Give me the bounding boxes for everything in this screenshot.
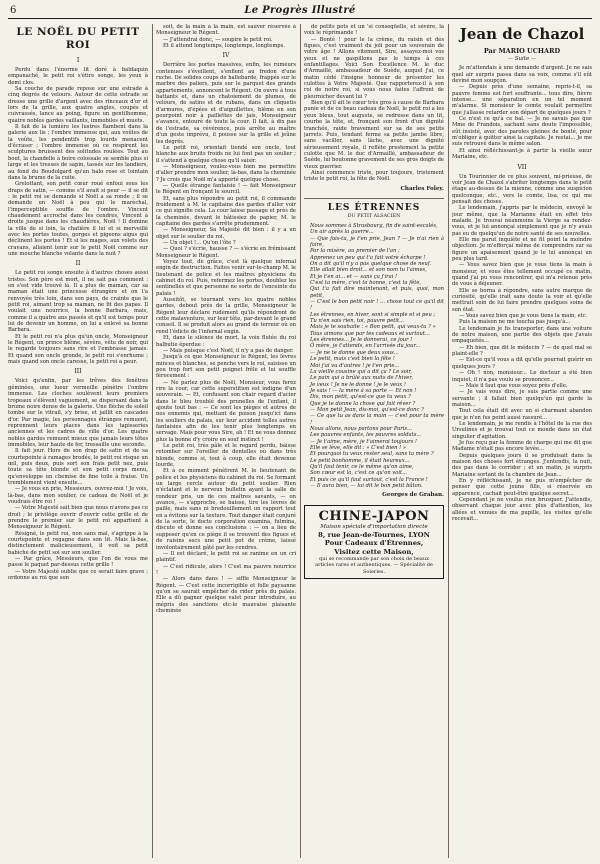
journal-title: Le Progrès Illustré [244,5,356,16]
paragraph: Cependant je ne voulus rien brusquer. J'attendis, observant chaque jour avec plus d'attention, les allées et venues de ma pupille, les visites qu'elle recevait... [452,497,592,523]
paragraph: Il fait jour. Hors de son drap de satin et de sa courtepointe à ramages brodés, le petit roi risque un œil, puis deux, puis sort son frais petit nez, puis toute sa tête blonde et son petit corps menu, qu'enveloppe un chemise de fine toile à fraise. Un tremblement vient ensuite... [8,448,148,486]
page-header [8,4,592,19]
paragraph: — Monseigneur, Sa Majesté dit bien : il y a un objet sur le soulier du roi. [156,227,296,240]
poem-line: Tous aimons que par tes cadeaux et surtout... [310,330,430,337]
story-ending [304,24,444,183]
section-number: IV [222,52,230,60]
paragraph: Depuis quelques jours il se produisait dans la maison des choses fort étranges. J'entendis, la nuit, des pas dans le corridor ; et un matin, je surpris Mariaine sortant de la chambre de Jean... [452,452,592,478]
paragraph: Et à ce moment pénètrent M. le lieutenant de police et les physiciens du cabinet du roi. Se formant un large cercle autour du petit soulier. Rien n'éclatant et le nerveux bulletin ayant la salle de rondeur pris, un de ces maîtres savants, — on avance, — s'approche, se baisse, tire les lèvres de paille, mais sans ni bredouillement un rapport tout en a évitons sur la texture. Tout danger était conjuré de la sorte, le docte corporation examina, fulmina, discute et donne ses conclusions : — on a lieu de supposer qu'en ce piège il se trouvent des figues et de raisins secs une petit pot de crème, laissé involontairement gâté par les cendres. [156,468,296,551]
paragraph: — J'attendrai donc, — soupire le petit roi. [163,36,273,43]
paragraph: Elle se borna à répondre, sans autre marque de curiosité, qu'elle irait sans doute la voir et qu'elle mettrait soin de lui faire prendre quelques soins de son état. [452,287,592,313]
story-title: LE NOËL DU PETIT ROI [16,26,140,51]
paragraph: — Quoi ? s'écrie, hausse ? — s'écrie en frémissant Monseigneur le Régent. [156,246,296,259]
poem-line: Mais je te souhaite : « Bon petit, qui veux-tu ? » [310,324,436,331]
paragraph: Voici qu'enfin, par les trêves des fenêtres géminées, une lueur vermeille pénètre l'ombre immense. Les cloches soulèvent leurs premiers tropeaux s'élèvent vaguement, se dispersant dans la brume noire dense de la galerie. Une flèche de soleil tombe sur le vitrail, s'y brise, et jaillit en cascades d'or. Par magie, les personnages étranges remuent, reprennent leurs places dans les tapisseries anciennes et les cadres de ville d'or. Les quatre nobles gardes remuent mieux que jamais leurs têtes immobiles, leur haute de fer, tressaille une seconde. [8,378,148,448]
paragraph: Le petit roi, très pâle et le regard perdu, baisse retomber sur l'oreiller de dentelles où dans très blonde, comme si, tout à coup, elle était devenue lourde. [156,443,296,469]
poem-line: — Je t'aime, mère, je t'aimerai toujours ! [310,438,417,445]
paragraph: Sa couche de parade repose sur une estrade à cinq degrés de velours. Autour de cette estrade se dresse une grille d'argent avec des rinceaux d'or et lors de la grille, aux quatre angles, coupés et cuivrassés, lance au poing, figure un gentilhomme, quatre nobles gardes vaillants, immobiles et muets. [8,86,148,124]
paragraph: Un Tourinnier de ce plus souvent, mi-prieuse, de voir Jean de Chazol s'abriter longtemps dans le petit étage au-dessus de la mienne, comme une suspicion quelconque, etc., vers le comte, lisa, ce qui me pensait des choses. [452,173,592,205]
poem-line: Dis, mon petit, qu'est-ce que tu veux ? [310,394,411,401]
poem-line: Apprenez un peu qui t'a fait votre écharpe ! [310,254,426,261]
paragraph: Perdu dans l'énorme lit doré à baldaquin empanaché, le petit roi s'étire songe, les yeux à demi clos. [8,67,148,86]
paragraph: — Je vais vous dire, je suis partie comme une servante ; il fallait bien quelqu'un qui garde la maison... [452,389,592,408]
paragraph: Je fus reçu par la femme de charge qui me dit que Madame n'était pas encore levée... [452,439,592,453]
column-divider [300,24,301,858]
paragraph: Le petit roi, orientait tiendé son oncle, tout blanche aux bruits froids ne lui font pas un soulier ; il s'attend à quelque chose qu'il saisir. [156,144,296,164]
ad-title: CHINE-JAPON [318,508,430,524]
poem-line: Nous sommes à Strasbourg, fin de saint-escalés, [310,222,438,229]
serial-suite: — Suite — [507,56,537,62]
poem-line: On a dit qu'il n'y a pas quelque chose de neuf. [310,261,432,267]
poem-line: Nous allons, nous partons pour Paris... [310,425,413,432]
paragraph: — Un objet !... Qu'on l'ôte ? [163,240,236,246]
poem-line: Le pain qui a brûlé aux nuits de l'hiver, [310,375,413,382]
serial-text [452,174,592,523]
story-signature: Charles Foley. [400,185,444,192]
paragraph: — C'est ridicule, alors ! C'est ma pauvre nourrice ! [156,563,296,576]
poem-line: Les étrennes... Je le donnerai, ce jour ! [310,337,413,344]
paragraph: Le lendemain je fis transporter, dans une voiture de notre maison, une partie des objets que j'avais empaquetés... [452,325,592,345]
story-sections [156,51,296,614]
paragraph: Ce n'est ce qu'à ce bal. — Je ne savais pas que Mme de Frandois, sachant sans doute l'impossible, eût insisté, avec des paroles pleines de bonté, pour m'obliger à quitter ainsi la capitale. Je restai... Je me suis retrouvé dans le même salon. [452,116,592,148]
poem-line: Un air après la guerre... [310,229,374,236]
paragraph: — Alors dans dans ! — siffle Monseigneur le Régent. — C'est cette incorrigible et folle paysanne qu'on se saurait empêcher de rider près du palais. Elle a dû gagner quelque valet pour introduire, au mépris des sanctions etc-le mauvaise plaisante cheminée [156,576,296,614]
paragraph: Jusqu'à ce que Monseigneur le Régent, les lèvres minces et blanches, se penche vers le roi, saisisse un pou trop fort son petit poignet frêle et lui souffle férocement : [156,354,296,380]
story-sections [8,56,148,581]
poem-line: Moi j'ai vu d'autres ! je t'en prie... [310,362,400,369]
serial-title: Jean de Chazol [459,25,585,43]
ad-headline: Pour Cadeaux d'Étrennes, [324,539,424,548]
section-number: VII [517,163,527,171]
paragraph: — Quelle étrange fantaisie ! — fait Monseigneur le Régent en fronçant le sourcil. [156,182,296,196]
paragraph: Bien qu'il ait le cœur très gros à cause de Barbara punie et de ce beau cadeau de Noël, le petit roi a les yeux bleus, tout auguste, se redresse dans un lit, courbe la tête, et, fronçant son front d'un dignité tranchée, raide bravement sur sa de ses petits jarrets. Puis, tendant ferme sa petite jambe libre, sans vaciller, sans lâche, avec une dignité sérieusement royale, il reflète prestement la petite culotte que M. le duc d'Armaillé, ambassadeur de Suède, lui boutonne gravement de ses gros doigts de vieux guerrier. [304,100,444,170]
paragraph: — Votre Majesté oublie que ce serait faire grave ; ordonne au roi que son [8,568,148,582]
page-number: 6 [10,5,17,16]
paragraph: — Mais puisque c'est Noël, il n'y a pas de danger. [163,347,294,354]
paragraph: — Votre Majesté sait bien que nous n'avons pas ce droit ; le privilège ouvrir d'ouvrir cette grille et de prendre le premier sur le petit roi appartient à Monseigneur le Régent. [8,505,148,531]
paragraph: — Bonté ! pour le la crème, du raisin et des figues, c'est vraiment du joli pour un souverain de votre âge ! Allons vitement, Sire, assayez-moi vos yeux et ne gaspillons pas le temps à ces enfantillages. Voici Son Excellence M. le duc d'Armaillé, ambassadeur de Suède, auquel j'ai, ce matin cédé l'insigne honneur de présenter les culottes à Votre Majesté. Que rapporterez-il à son roi de notre roi, si vous nous faites l'affront de pleurnicher devant lui ? [304,36,444,100]
poem-line: Son cœur est là, c'est ce qu'on voit... [310,470,408,477]
poem-line: Ô mère, je t'attends, en l'arrivée du jour... [310,343,421,350]
poem-line: Qu'il faut tenir, ce le même qu'on aime, [310,464,414,470]
column-2 [156,24,296,860]
paragraph: — Vous savez bien que je vous tiens la main à monsieur, et vous êtes tellement occupé ce matin, quand j'ai pu vous rencontrer, qui m'a retenue près de vous à déjeuner. [452,262,592,288]
poem-title: LES ÉTRENNES [304,198,444,214]
poem-line: Le petit bonhomme, il était heureux... [310,457,410,464]
poem-line: Les pauvres enfants, les pauvres soldats... [310,432,422,439]
poem-line: Elle allait bien droit... et son nom tu l'aimes, [310,267,427,274]
advertisement [304,505,444,579]
poem-line: Le petit, mais c'est bien la fête ! [310,356,395,363]
column-divider [152,24,153,858]
paragraph: — Eh bien, que dit le médecin ? — de quel mal se plaint-elle ? [452,344,592,358]
poem-line: Par la misère, au premier de l'an ; [310,248,400,255]
column-divider [448,24,449,858]
poem-line: Tu n'en sais rien, toi, pauvre petit... [310,318,405,325]
paragraph: Le lendemain, j'appris par le médecin, envoyé le jour même, que la Marianne était en effet très malade. Je trouvai néanmoins la Vierge sa rendez-vous, et je lui annonçai simplement que je n'y avais pas eu de quelqu'un de notre santé de ses nouvelles. [452,205,592,237]
poem-subtitle: DU PETIT ALSACIEN [347,213,401,219]
paragraph: Le petit roi songe ensuite à d'autres choses aussi tristes. Son père est mort, il ne sait pas comment : on s'est vide trouvé là. Il a plus de maman, car sa maman était une princesse étrangère et on l'a renvoyée très loin, dans son pays, de crainte que le petit roi, aimant trop sa maman, ne fit des papas. Il voulait une nourrice, la bonne Barbara, mais, comme il a quatre ans passés et qu'il est temps pour lui de devenir un homme, on lui a enlevé sa bonne Barbara. [8,270,148,334]
section-number: III [74,368,82,376]
paragraph: — Oh ! non, monsieur... Le docteur a été bien inquiet, il n'a pas voulu se prononcer... [452,370,592,383]
column-1 [8,24,148,860]
paragraph: Derrière les portes massives, enfin, les rumeurs contenues s'éveillent, s'enflent au fredon d'une ruche. De solides coups de hallebarde, frappés sur le marbre des paliers, puis sur le parquet des grands appartements, annoncent le Régent. On ouvre à tous battants et, dans un chatoiement de plumes, de velours, de satins et de rubans, dans un cliquetis d'armures, d'épées et d'aiguillettes, blême en son pourpoint noir à paillettes de jais, Monseigneur s'avance, entouré de toute la cour. Il fait, à dix pas de l'estrade, sa révérence, puis arrête au maître d'un geste imprévu, il pousse sur la grille et jeûne les degrés. [156,62,296,145]
paragraph: Voyez tout, de grâce, c'est là quelque infernal engin de destruction. Faites venir sur-le-champ M. le lieutenant de police et les maîtres physiciens du cabinet du roi. Puis, refermez les portes, doublez les sentinelles et que personne ne sorte de l'enceinte du palais ! [156,259,296,297]
paragraph: Et, sans plus répondre au petit roi, il commande froidement à M. le capitaine des gardes d'aller voir ce qui signifie cela. La cour laisse passage et près de la cheminée, devant le bâtissiez de papier, M. le capitaine des gardes s'arrête prudemment. [156,195,296,227]
paragraph: Je m'attendais à une demande d'argent. Je ne sais quel air surpris passa dans sa voix, comme s'il eût deviné mon soupçon. [452,65,592,85]
paragraph: — Monseigneur, voulez-vous bien me permettre d'aller prendre mon soulier, là-bas, dans la cheminée ? Je crois que Noël m'a apporté quelque chose. [156,163,296,183]
poem-body [304,223,444,489]
poem-line: — Mon petit Jean, dis-moi, qu'est-ce donc ? [310,406,424,413]
paragraph: Et il attend longtemps, longtemps, longtemps. [163,43,285,50]
paragraph: Tout cela était dit avec un si charmant abandon que je n'en fus point aussi rassuré... [452,408,592,421]
paragraph: de petits pots et un 'si conseqüelle, et sévère, la voix le réprimande ! [304,24,444,37]
paragraph: Aussitôt, se tournant vers les quatre nobles gardes, debout près de la grille, Monseigneur le Régent leur déclare rudement qu'ils répondront de cette malaventure, sur leur tête, par-devant le grand conseil. Il se produit alors au grand de terreur où on rend l'édicte de l'infernal engin. [156,297,296,335]
section-number: I [76,57,80,64]
paragraph: soit, de la main à la main, est sauver réservée à Monseigneur le Régent. [156,24,296,37]
paragraph: En y réfléchissant, je ne pus m'empêcher de penser que cette jeune fille, si réservée en apparence, cachait peut-être quelque secret... [452,478,592,497]
paragraph: Et, dans le silence de mort, la voix flutée du roi balbutie éperdue : [156,335,296,348]
poem-line: C'est ta mère, c'est ta bonne, c'est ta fête, [310,280,422,287]
paragraph: Ainsi commence triste, pour toujours, tristement triste le petit roi, la fête de Noël. [304,169,444,183]
poem-line: — Je ne te donne que deux sous... [310,349,399,356]
column-4 [452,24,592,860]
poem-line: — Que fais-tu, je t'en prie, Jean ? — Je n'ai rien à faire, [310,235,444,248]
paragraph: — Il est déclaré, le petit roi se ranime en un cri plaintif. [156,550,296,564]
poem-line: — Il aura bien, — lui dit le bon petit bâton. [310,483,423,490]
serial-text [452,65,592,160]
paragraph: — Par grâce, Messieurs, que l'on de vous me passe le paquet par-dessus cette grille ! [8,556,148,569]
ad-headline: Visitez cette Maison, [334,547,414,556]
poem-line: Et je t'en ai... et — sans ça j'irai ! [310,273,398,280]
poem-line: Et pourquoi tu veux rester seul, sans ta mère ? [310,451,434,458]
paragraph: Il fait de la lumière les lustres flambent dans la galerie aux lis ; l'ombre immense qui, aux voûtes de la voûte, les pendentifs trop lourds menacent d'écraser ; l'ombre immense où ce respirent les sculptures bruissent des solitudes roulées. Tout au bout, la chandelle à boire colossale se semble plus si large et les tresses de sapin, tassés sur les landiers, au fond du Boudolgard qu'un halo rose et lointain dans la brume de la cuite. [8,124,148,181]
poem-line: Elle se lève, elle dit : « C'est bien ! » [310,444,407,451]
story-continuation [156,24,296,49]
section-number: II [75,260,81,268]
paragraph: — Vous savez bien que je vous tiens la main, etc. [459,313,588,320]
paragraph: — Ne parlez plus de Noël, Monsieur, vous ferez rire la cour, car cette superstition est indigne d'un souverain. — Et, confusant son chair regard d'acier dans le bleu troublé des prunelles de l'enfant, il ajoute tout bas : — Ce sont les pièges et autres de nos ennemis qui, mettant de poison jusqu'ici dans les souliers du palais, sur leur accident telles autres fantaisies afin de les tenir plus longtemps en servage. Mais pour vous Sire, ah ! Et ne vous donnez plus la bonne d'y croire en souf instinct ! [156,379,296,443]
poem-line: La vieille cousine qui a dit ça ? Le soir, [310,368,412,375]
poem-line: Que je te donne la chose qui fait rêver ? [310,400,416,407]
paragraph: — Je vous en prie, Messieurs, ouvrez-moi ! Je vois, là-bas, dans mon soulier, ce cadeau de Noël et je voudrais être roi ! [8,486,148,505]
column-3 [304,24,444,860]
serial-author: Par MARIO UCHARD [483,47,561,55]
paragraph: — Depuis près d'une semaine, repris-t-il, sa pauvre femme est fort souffrante... tous dire, fièvre intense... une séparation en un tel moment m'alarme. Si monsieur le comte voulait permettre que j'allasse retarder son départ de quelques jours ? [452,84,592,116]
poem-line: Je sais ! — la mère à sa porte — Et non ! [310,387,417,394]
paragraph: Grelottant, son petit cœur roué enfoui sous les draps de satin, — comme s'il avait si peur — il se dit : le petit roi se demande si Noël a sa ronde ; il se demande un Noël à peu qui le maréchal, l'imperceptible souffle de l'ombre. Vincent chaudement accroché dans les cendres, Vincent à droite jusque dans les chaudières, Noël ! Il domine la ville de si loin, la chatière il lui et si merveillé avec les portes toutes, gorges et pigeons aigus qui déclinent les portes ! Et si les mages, aux volets des cravans, allaient tenir sur le petit Noël comme sur une mouche blanche volante dans la nuit ? [8,181,148,257]
paragraph: — Est-ce qu'il vous a dit qu'elle pourrait guérir en quelques jours ? [452,357,592,370]
paragraph: Le lendemain, je me rendis à l'hôtel de la rue des Ursulines et je trouvai tout ce monde dans un état singulier d'agitation. [452,420,592,440]
ad-address: 8, rue Jean-de-Tournes, LYON [318,530,430,539]
poem-line: — C'est le bon petit noir ! ... chose tout ce qu'il dit ! [310,299,444,312]
poem-line: Qui t'a fait dire maintenant, et puis, quoi, mon petit, [310,286,444,299]
paragraph: Elle me parut inquiète et ne fit point la moindre objection. Je m'efforçai même de comprendre sur sa figure un apaisement quand je le lui annonçai un peu plus tard. [452,236,592,262]
ad-details: qui se recommande par son choix de beaux articles rares et authentiques. — Spécialité de Soieries. [315,556,433,575]
ad-subtitle: Maison spéciale d'importation directe [320,523,428,530]
poem-line: Et puis ce qu'il faut surtout, c'est la France ! [310,476,428,483]
paragraph: — Mais il faut que vous soyez près d'elle. [459,382,568,389]
paragraph: Puis la maison ne me toucha pas jusqu'à... [459,319,571,326]
poem-line: — Ce que tu as dans la main — c'est pour ta mère ! [310,413,444,426]
paragraph: Et ainsi réfléchissant-je à partir la vieille sœur Mariaine, etc. [452,147,592,161]
paragraph: Et le petit roi n'a plus qu'un oncle, Monseigneur le Régent, un prince blême, sévère, vêtu de noir, qui le regarde toujours sans rire et l'embrasse jamais. Et quand son oncle gronde, le petit roi s'enrhume ; mais quand son oncle caresse, le petit roi a peur. [8,333,148,366]
poem-line: Les étrennes, en hiver, sont si simple et si peu ; [310,311,436,318]
paragraph: Résigné, le petit roi, non sans mal, s'agrippe à la courtepointe et regagne dans son lit. Mais là-bas, distinctement malicieusement, il voit sa petit babiche de petit soi sur son soulier. [8,530,148,556]
poem-line: Je veux ! Je ne le donne ! je le veux ! [310,381,406,388]
poem-signature: Georges de Graban. [382,492,444,499]
